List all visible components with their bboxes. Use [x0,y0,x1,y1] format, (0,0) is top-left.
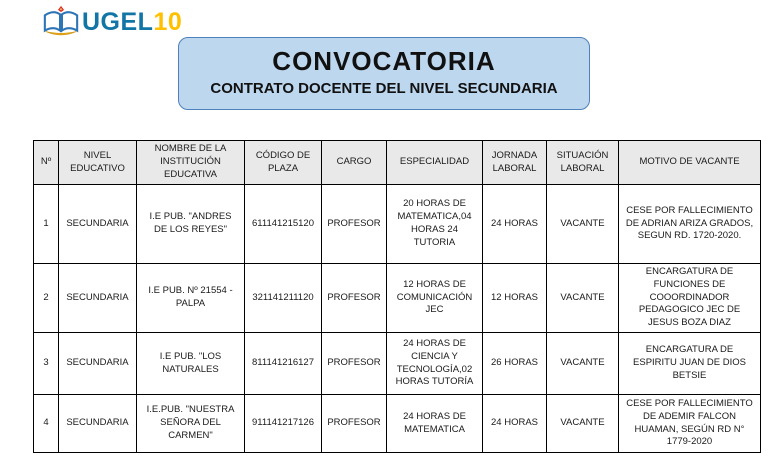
cell-motivo-vacante: CESE POR FALLECIMIENTO DE ADRIAN ARIZA GRADOS, SEGUN RD. 1720-2020. [619,185,761,264]
cell-nombre-institucion: I.E.PUB. "NUESTRA SEÑORA DEL CARMEN" [137,395,245,453]
cell-jornada-laboral: 24 HORAS [483,185,547,264]
cell-motivo-vacante: ENCARGATURA DE ESPIRITU JUAN DE DIOS BETSIE [619,333,761,395]
ugel-logo [42,4,182,40]
cell-cargo: PROFESOR [322,333,387,395]
page-subtitle: CONTRATO DOCENTE DEL NIVEL SECUNDARIA [210,79,558,97]
cell-numero: 2 [34,264,59,333]
table-row [34,333,761,395]
cell-codigo-plaza: 911141217126 [245,395,322,453]
cell-cargo: PROFESOR [322,264,387,333]
cell-jornada-laboral: 12 HORAS [483,264,547,333]
table-row [34,264,761,333]
table-row [34,395,761,453]
header-codigo-plaza: CÓDIGO DE PLAZA [245,141,322,185]
cell-codigo-plaza: 321141211120 [245,264,322,333]
table-row [34,185,761,264]
cell-codigo-plaza: 611141215120 [245,185,322,264]
cell-especialidad: 20 HORAS DE MATEMATICA,04 HORAS 24 TUTORIA [387,185,483,264]
cell-jornada-laboral: 24 HORAS [483,395,547,453]
cell-nivel-educativo: SECUNDARIA [59,264,137,333]
page-title: CONVOCATORIA [272,46,496,76]
header-motivo-vacante: MOTIVO DE VACANTE [619,141,761,185]
cell-cargo: PROFESOR [322,395,387,453]
cell-situacion-laboral: VACANTE [547,185,619,264]
cell-nivel-educativo: SECUNDARIA [59,333,137,395]
cell-situacion-laboral: VACANTE [547,333,619,395]
cell-numero: 4 [34,395,59,453]
logo-text [82,7,183,36]
cell-situacion-laboral: VACANTE [547,395,619,453]
table-header-row [34,141,761,185]
cell-jornada-laboral: 26 HORAS [483,333,547,395]
vacancy-table [33,140,761,453]
header-situacion-laboral: SITUACIÓN LABORAL [547,141,619,185]
cell-motivo-vacante: CESE POR FALLECIMIENTO DE ADEMIR FALCON HUAMAN, SEGÚN RD N° 1779-2020 [619,395,761,453]
cell-nivel-educativo: SECUNDARIA [59,395,137,453]
cell-nivel-educativo: SECUNDARIA [59,185,137,264]
cell-nombre-institucion: I.E PUB. "ANDRES DE LOS REYES" [137,185,245,264]
ugel-book-torch-icon [42,4,80,40]
cell-cargo: PROFESOR [322,185,387,264]
cell-numero: 1 [34,185,59,264]
title-box [178,37,590,110]
header-nivel-educativo: NIVEL EDUCATIVO [59,141,137,185]
logo-text-ugel: UGEL [82,7,154,36]
header-jornada-laboral: JORNADA LABORAL [483,141,547,185]
table-body [34,185,761,453]
header-cargo: CARGO [322,141,387,185]
cell-numero: 3 [34,333,59,395]
logo-text-number: 10 [153,7,183,36]
cell-codigo-plaza: 811141216127 [245,333,322,395]
header-numero: Nº [34,141,59,185]
cell-especialidad: 24 HORAS DE CIENCIA Y TECNOLOGÍA,02 HORAS TUTORÍA [387,333,483,395]
cell-motivo-vacante: ENCARGATURA DE FUNCIONES DE COOORDINADOR PEDAGOGICO JEC DE JESUS BOZA DIAZ [619,264,761,333]
header-nombre-institucion: NOMBRE DE LA INSTITUCIÓN EDUCATIVA [137,141,245,185]
cell-nombre-institucion: I.E PUB. Nº 21554 - PALPA [137,264,245,333]
cell-especialidad: 12 HORAS DE COMUNICACIÓN JEC [387,264,483,333]
cell-especialidad: 24 HORAS DE MATEMATICA [387,395,483,453]
cell-nombre-institucion: I.E PUB. "LOS NATURALES [137,333,245,395]
cell-situacion-laboral: VACANTE [547,264,619,333]
header-especialidad: ESPECIALIDAD [387,141,483,185]
